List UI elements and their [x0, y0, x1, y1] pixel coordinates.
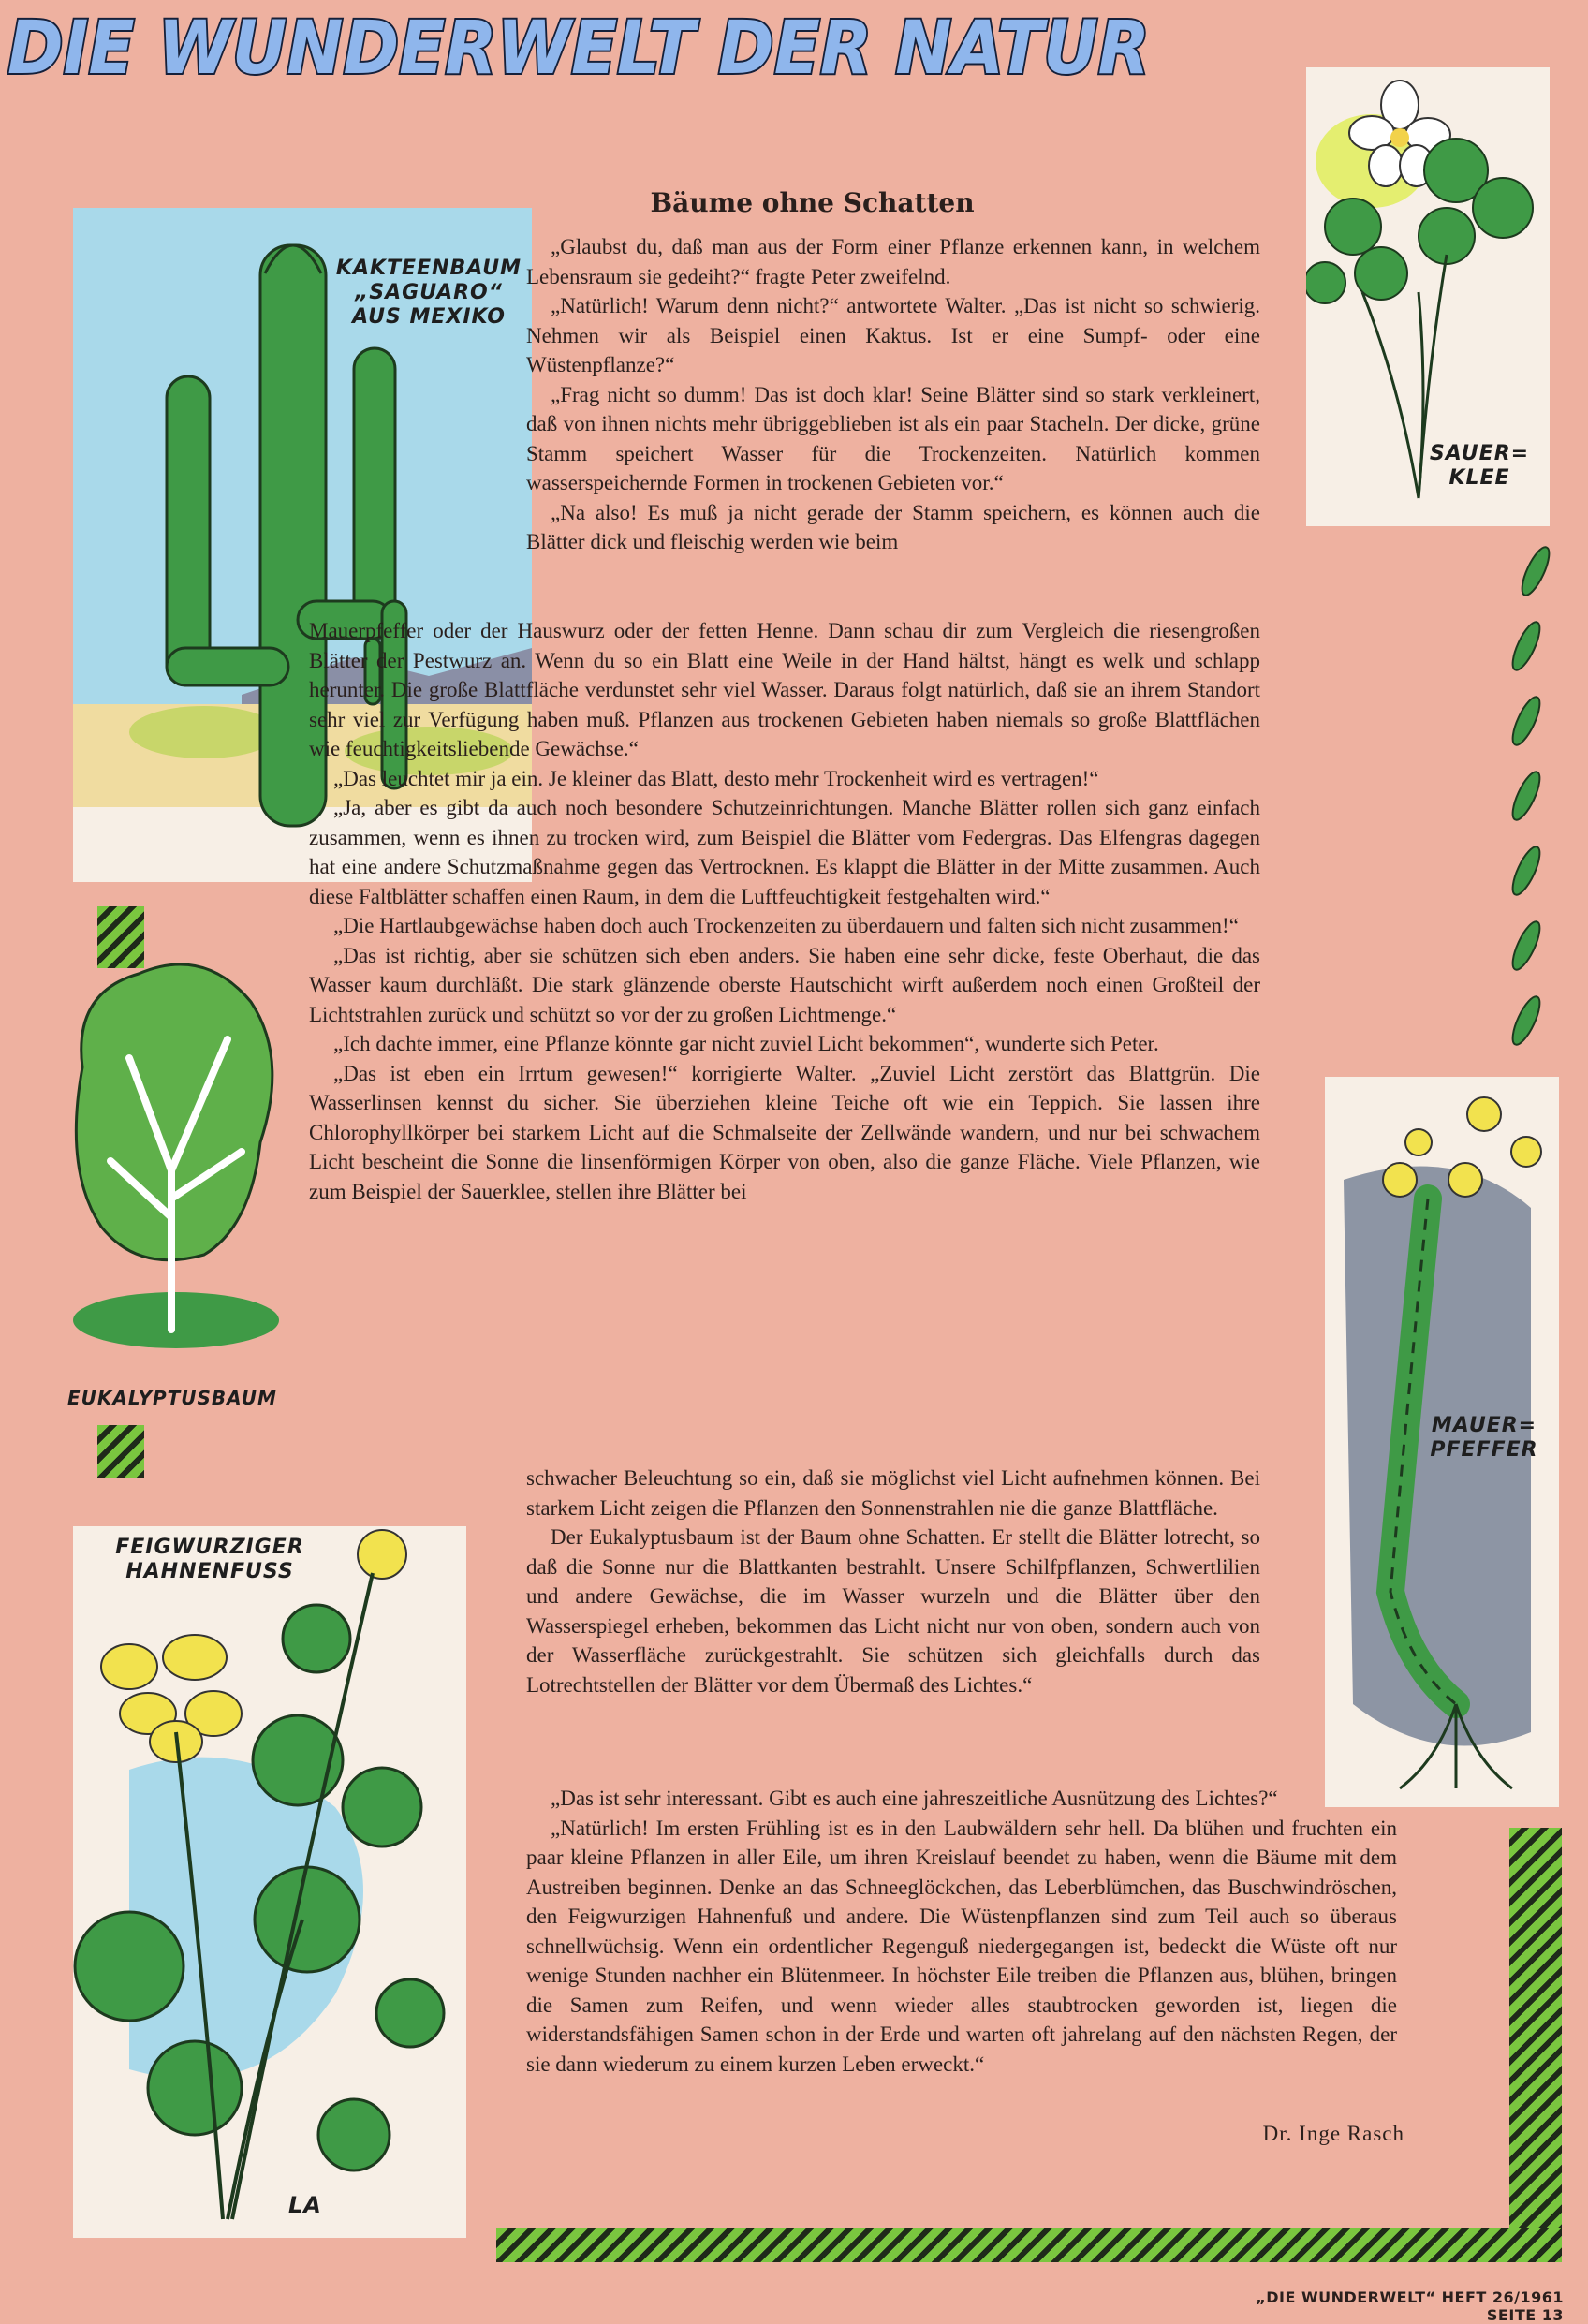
paragraph: „Das ist sehr interessant. Gibt es auch eine jahreszeitliche Ausnützung des Lichtes?“: [551, 1787, 1278, 1810]
stonecrop-label: MAUER= PFEFFER: [1430, 1414, 1538, 1462]
buttercup-illustration-panel: [73, 1526, 466, 2238]
stonecrop-illustration-panel: [1325, 1077, 1559, 1807]
stripe-ornament-left-2: [97, 1425, 144, 1478]
article-text-lower: [526, 1464, 1260, 1699]
article-heading: Bäume ohne Schatten: [650, 187, 975, 218]
masthead-text: DIE WUNDERWELT DER NATUR: [7, 7, 1150, 91]
article-text-top: [526, 232, 1260, 557]
page-footer: „DIE WUNDERWELT“ HEFT 26/1961 SEITE 13: [1256, 2288, 1564, 2324]
paragraph: „Ich dachte immer, eine Pflanze könnte gar nicht zuviel Licht bekommen“, wunderte sich Peter.: [333, 1032, 1159, 1055]
paragraph: „Glaubst du, daß man aus der Form einer Pflanze erkennen kann, in welchem Lebensraum sie gedeiht?“ fragte Peter zweifelnd.: [526, 235, 1260, 288]
masthead-title: [0, 0, 1161, 94]
paragraph: „Natürlich! Im ersten Frühling ist es in den Laubwäldern sehr hell. Da blühen und fruchten ein paar kleine Pflanzen in aller Eile, um ihren Kreislauf beendet zu haben, wenn die Bäume mit dem Austreiben beginnen. Denke an das Schneeglöckchen, das Leberblümchen, das Buschwindröschen, den Feigwurzigen Hahnenfuß und andere. Die Wüstenpflanzen sind zum Teil auch so überaus schnellwüchsig. Wenn ein ordentlicher Regenguß niedergegangen ist, bedeckt die Wüste oft nur wenige Stunden nachher ein Blütenmeer. In höchster Eile treiben die Pflanzen aus, blühen, bringen die Samen zum Reifen, und wenn wieder alles staubtrocken geworden ist, liegen die widerstandsfähigen Samen schon in der Erde und warten oft jahrelang auf den nächsten Regen, der sie dann wiederum zu einem kurzen Leben erweckt.“: [526, 1816, 1397, 2076]
paragraph: „Na also! Es muß ja nicht gerade der Stamm speichern, es können auch die Blätter dick und fleischig werden wie beim: [526, 500, 1260, 553]
article-text-wide: [309, 616, 1260, 1206]
paragraph: „Die Hartlaubgewächse haben doch auch Trockenzeiten zu überdauern und falten sich nicht zusammen!“: [333, 914, 1239, 937]
paragraph: „Ja, aber es gibt da auch noch besondere Schutzeinrichtungen. Manche Blätter rollen sich ganz einfach zusammen, wenn es ihnen zu trocken wird, zum Beispiel die Blätter vom Federgras. Das Elfengras dagegen hat eine andere Schutzmaßnahme gegen das Vertrocknen. Es klappt die Blätter in der Mitte zusammen. Auch diese Faltblätter schaffen einen Raum, in dem die Luftfeuchtigkeit festgehalten wird.“: [309, 796, 1260, 908]
paragraph: „Frag nicht so dumm! Das ist doch klar! Seine Blätter sind so stark verkleinert, daß von ihnen nichts mehr übriggeblieben ist als ein paar Stacheln. Der dicke, grüne Stamm speichert Wasser für die Trockenzeiten. Natürlich kommen wasserspeichernde Formen in trockenen Gebieten vor.“: [526, 382, 1260, 494]
stripe-ornament-left-1: [97, 906, 144, 968]
stripe-ornament-bottom: [496, 2228, 1562, 2262]
eucalyptus-illustration: [54, 955, 288, 1358]
leaf-chain-ornament: [1489, 543, 1564, 1067]
paragraph: Der Eukalyptusbaum ist der Baum ohne Schatten. Er stellt die Blätter lotrecht, so daß die Sonne nur die Blattkanten bestrahlt. Unsere Schilfpflanzen, Schwertlilien und andere Gewächse, die im Wasser wurzeln und die Blätter über den Wasserspiegel erheben, bekommen das Licht nicht nur von oben, sondern auch von der Wasserfläche zurückgestrahlt. Sie schützen sich gleichfalls durch das Lotrechtstellen der Blätter vor dem Übermaß des Lichtes.“: [526, 1525, 1260, 1697]
eucalyptus-label: EUKALYPTUSBAUM: [67, 1387, 277, 1409]
paragraph: „Das ist richtig, aber sie schützen sich eben anders. Sie haben eine sehr dicke, feste Oberhaut, die das Wasser kaum durchläßt. Die stark glänzende oberste Hautschicht wirft außerdem noch einen Großteil der Lichtstrahlen zurück und schützt so vor der zu großen Lichtmenge.“: [309, 943, 1260, 1026]
paragraph: Mauerpfeffer oder der Hauswurz oder der fetten Henne. Dann schau dir zum Vergleich die riesengroßen Blätter der Pestwurz an. Wenn du so ein Blatt eine Weile in der Hand hältst, hängt es welk und schlapp herunter. Die große Blattfläche verdunstet sehr viel Wasser. Daraus folgt natürlich, daß sie an ihrem Standort sehr viel zur Verfügung haben muß. Pflanzen aus trockenen Gebieten haben niemals so große Blattflächen wie feuchtigkeitsliebende Gewächse.“: [309, 619, 1260, 760]
paragraph: schwacher Beleuchtung so ein, daß sie möglichst viel Licht aufnehmen können. Bei starkem Licht zeigen die Pflanzen den Sonnenstrahlen nie die ganze Blattfläche.: [526, 1466, 1260, 1520]
paragraph: „Natürlich! Warum denn nicht?“ antwortete Walter. „Das ist nicht so schwierig. Nehmen wir als Beispiel einen Kaktus. Ist er eine Sumpf- oder eine Wüstenpflanze?“: [526, 294, 1260, 376]
artist-signature: LA: [288, 2192, 322, 2218]
buttercup-illustration: [73, 1526, 466, 2238]
clover-illustration-panel: [1306, 67, 1550, 526]
stripe-ornament-right: [1509, 1828, 1562, 2240]
cactus-label: KAKTEENBAUM „SAGUARO“ AUS MEXIKO: [335, 257, 522, 329]
author-signature: Dr. Inge Rasch: [1262, 2122, 1404, 2145]
paragraph: „Das leuchtet mir ja ein. Je kleiner das Blatt, desto mehr Trockenheit wird es vertragen!“: [333, 766, 1099, 790]
article-text-final: [526, 1784, 1500, 2079]
buttercup-label: FEIGWURZIGER HAHNENFUSS: [115, 1536, 304, 1583]
clover-label: SAUER= KLEE: [1429, 442, 1530, 490]
paragraph: „Das ist eben ein Irrtum gewesen!“ korrigierte Walter. „Zuviel Licht zerstört das Blattgrün. Die Wasserlinsen kennst du sicher. Sie überziehen kleine Teiche oft wie ein Teppich. Sie lassen ihre Chlorophyllkörper bei starkem Licht auf die Schmalseite der Zellwände wandern, und nur bei schwachem Licht bescheint die Sonne die linsenförmigen Körper von oben, also die ganze Fläche. Viele Pflanzen, wie zum Beispiel der Sauerklee, stellen ihre Blätter bei: [309, 1061, 1260, 1203]
